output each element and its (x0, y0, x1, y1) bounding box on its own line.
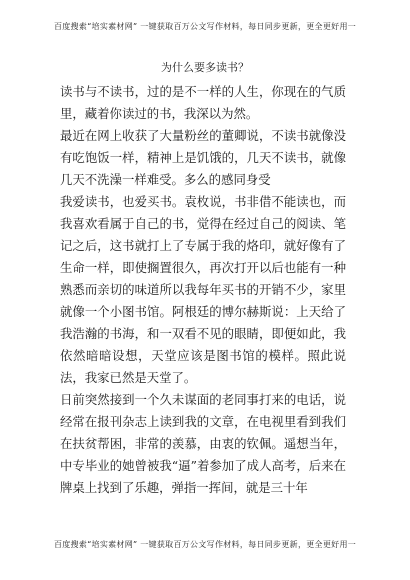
paragraph-2: 最近在网上收获了大量粉丝的董卿说，不读书就像没有吃饱饭一样，精神上是饥饿的，几天不读书，就像几天不洗澡一样难受。多么的感同身受 (60, 128, 346, 187)
document-body (60, 81, 346, 499)
document-title: 为什么要多读书？ (161, 61, 249, 74)
paragraph-1: 读书与不读书，过的是不一样的人生，你现在的气质里，藏着你读过的书，我深以为然。 (60, 84, 346, 121)
paragraph-3: 我爱读书，也爱买书。袁枚说，书非借不能读也，而我喜欢看属于自己的书，觉得在经过自己的阅读、笔记之后，这书就打上了专属于我的烙印，就好像有了生命一样，即使搁置很久，再次打开以后也能有一种熟悉而亲切的味道所以我每年买书的开销不少，家里就像一个小图书馆。阿根廷的博尔赫斯说：上天给了我浩瀚的书海，和一双看不见的眼睛，即便如此，我依然暗暗设想，天堂应该是图书馆的模样。照此说法，我家已然是天堂了。 (60, 194, 346, 385)
header-banner: 百度搜索“培实素材网” 一键获取百万公文写作材料，每日同步更新，更全更好用一 (53, 22, 357, 31)
footer-banner: 百度搜索“培实素材网” 一键获取百万公文写作材料，每日同步更新，更全更好用一 (53, 540, 357, 549)
paragraph-4: 日前突然接到一个久未谋面的老同事打来的电话，说经常在报刊杂志上读到我的文章，在电视里看到我们在扶贫帮困，非常的羡慕，由衷的钦佩。遥想当年，中专毕业的她曾被我“逼”着参加了成人高考，后来在牌桌上找到了乐趣，弹指一挥间，就是三十年 (60, 392, 346, 495)
